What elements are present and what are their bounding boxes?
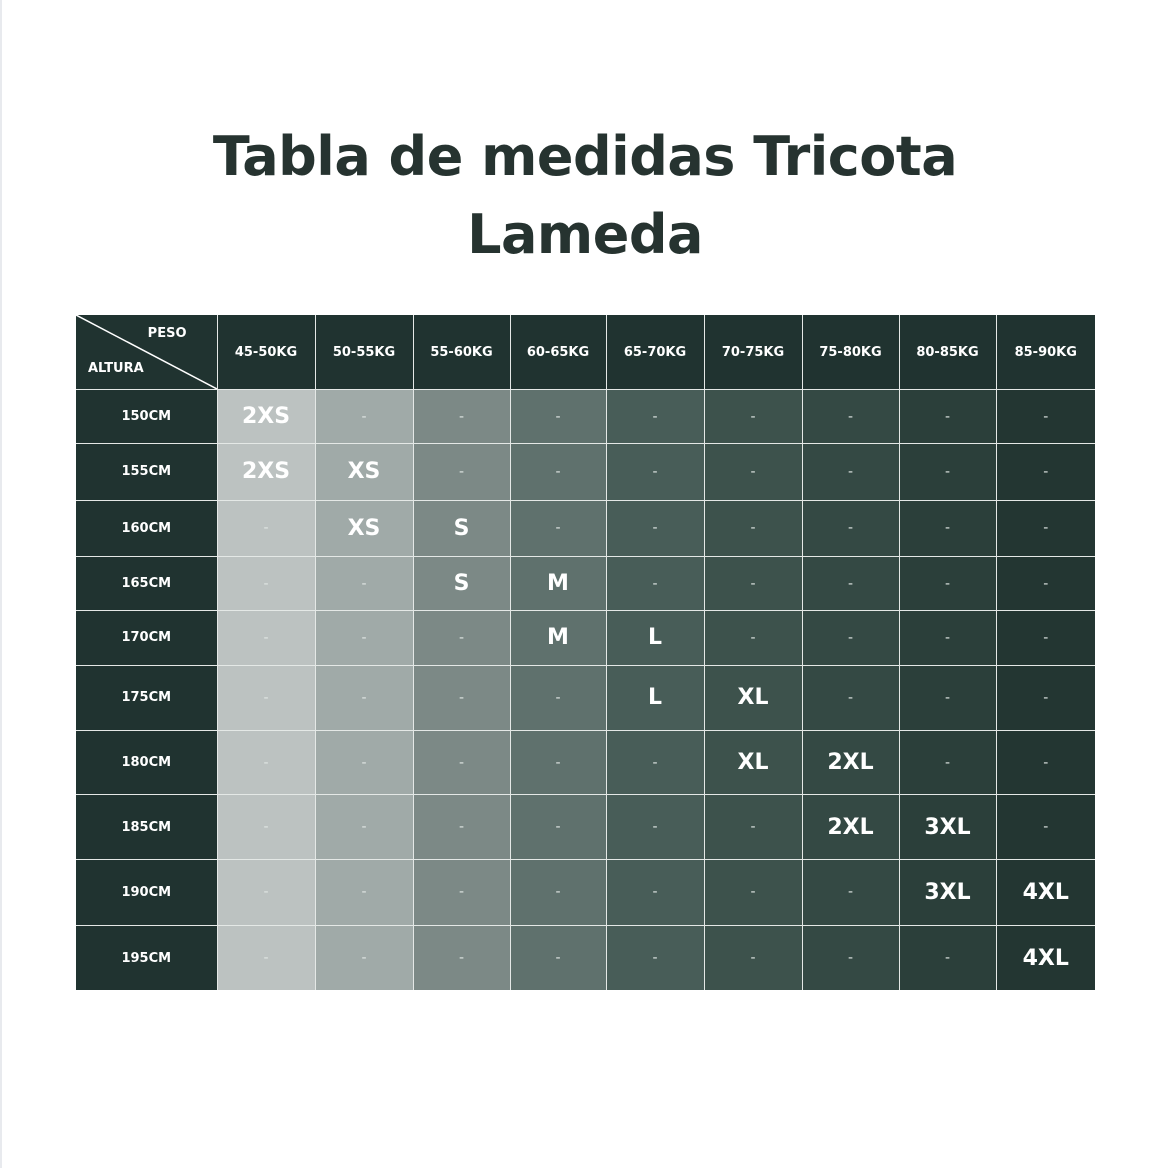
size-cell: 2XL	[802, 795, 899, 859]
weight-header: 45-50KG	[217, 315, 315, 390]
size-cell: S	[413, 500, 510, 556]
empty-cell: -	[996, 500, 1095, 556]
weight-header: 75-80KG	[802, 315, 899, 390]
empty-cell: -	[606, 500, 704, 556]
empty-cell: -	[802, 500, 899, 556]
weight-header: 50-55KG	[315, 315, 413, 390]
empty-cell: -	[606, 444, 704, 500]
height-header: 195CM	[76, 926, 217, 990]
empty-cell: -	[413, 390, 510, 444]
empty-cell: -	[315, 730, 413, 794]
empty-cell: -	[606, 795, 704, 859]
empty-cell: -	[606, 730, 704, 794]
empty-cell: -	[704, 500, 802, 556]
table-row	[76, 795, 1095, 859]
empty-cell: -	[315, 795, 413, 859]
height-axis-label: ALTURA	[88, 361, 144, 376]
size-cell: L	[606, 665, 704, 730]
empty-cell: -	[802, 444, 899, 500]
size-cell: 2XS	[217, 390, 315, 444]
empty-cell: -	[413, 665, 510, 730]
weight-header: 80-85KG	[899, 315, 996, 390]
empty-cell: -	[315, 859, 413, 925]
size-cell: 3XL	[899, 795, 996, 859]
empty-cell: -	[315, 390, 413, 444]
table-row	[76, 444, 1095, 500]
empty-cell: -	[802, 859, 899, 925]
empty-cell: -	[413, 859, 510, 925]
empty-cell: -	[510, 795, 606, 859]
weight-header: 55-60KG	[413, 315, 510, 390]
table-row	[76, 665, 1095, 730]
empty-cell: -	[510, 730, 606, 794]
height-header: 155CM	[76, 444, 217, 500]
empty-cell: -	[704, 444, 802, 500]
empty-cell: -	[217, 795, 315, 859]
empty-cell: -	[217, 611, 315, 665]
empty-cell: -	[606, 859, 704, 925]
height-header: 185CM	[76, 795, 217, 859]
empty-cell: -	[315, 926, 413, 990]
size-cell: S	[413, 556, 510, 610]
height-header: 175CM	[76, 665, 217, 730]
empty-cell: -	[996, 795, 1095, 859]
height-header: 170CM	[76, 611, 217, 665]
size-cell: 2XL	[802, 730, 899, 794]
page-title-line-1: Tabla de medidas Tricota	[212, 125, 958, 189]
empty-cell: -	[510, 665, 606, 730]
size-cell: XS	[315, 444, 413, 500]
table-row	[76, 926, 1095, 990]
empty-cell: -	[802, 665, 899, 730]
empty-cell: -	[413, 795, 510, 859]
empty-cell: -	[704, 556, 802, 610]
table-row	[76, 859, 1095, 925]
page-title	[0, 118, 1170, 274]
empty-cell: -	[899, 556, 996, 610]
empty-cell: -	[899, 926, 996, 990]
empty-cell: -	[510, 500, 606, 556]
size-cell: M	[510, 611, 606, 665]
empty-cell: -	[704, 611, 802, 665]
table-row	[76, 390, 1095, 444]
empty-cell: -	[413, 730, 510, 794]
table-row	[76, 556, 1095, 610]
empty-cell: -	[217, 500, 315, 556]
empty-cell: -	[217, 859, 315, 925]
table-row	[76, 500, 1095, 556]
size-cell: XL	[704, 665, 802, 730]
diagonal-divider	[76, 315, 217, 389]
empty-cell: -	[510, 859, 606, 925]
empty-cell: -	[217, 730, 315, 794]
size-cell: M	[510, 556, 606, 610]
empty-cell: -	[996, 556, 1095, 610]
height-header: 160CM	[76, 500, 217, 556]
height-header: 190CM	[76, 859, 217, 925]
empty-cell: -	[413, 926, 510, 990]
empty-cell: -	[996, 444, 1095, 500]
empty-cell: -	[899, 390, 996, 444]
empty-cell: -	[413, 444, 510, 500]
empty-cell: -	[899, 500, 996, 556]
empty-cell: -	[413, 611, 510, 665]
empty-cell: -	[315, 665, 413, 730]
empty-cell: -	[996, 390, 1095, 444]
empty-cell: -	[510, 926, 606, 990]
size-cell: 3XL	[899, 859, 996, 925]
empty-cell: -	[899, 665, 996, 730]
height-header: 165CM	[76, 556, 217, 610]
size-cell: 2XS	[217, 444, 315, 500]
empty-cell: -	[606, 390, 704, 444]
empty-cell: -	[510, 444, 606, 500]
empty-cell: -	[899, 611, 996, 665]
weight-header: 70-75KG	[704, 315, 802, 390]
table-body	[76, 390, 1095, 991]
empty-cell: -	[315, 556, 413, 610]
empty-cell: -	[606, 556, 704, 610]
table-row	[76, 730, 1095, 794]
weight-header: 85-90KG	[996, 315, 1095, 390]
height-header: 150CM	[76, 390, 217, 444]
size-cell: 4XL	[996, 859, 1095, 925]
empty-cell: -	[802, 556, 899, 610]
size-cell: XL	[704, 730, 802, 794]
corner-header	[76, 315, 217, 390]
empty-cell: -	[704, 795, 802, 859]
table-row	[76, 611, 1095, 665]
empty-cell: -	[217, 665, 315, 730]
empty-cell: -	[996, 665, 1095, 730]
empty-cell: -	[606, 926, 704, 990]
empty-cell: -	[996, 611, 1095, 665]
height-header: 180CM	[76, 730, 217, 794]
empty-cell: -	[510, 390, 606, 444]
empty-cell: -	[802, 926, 899, 990]
page-title-line-2: Lameda	[467, 203, 703, 267]
empty-cell: -	[899, 444, 996, 500]
empty-cell: -	[802, 390, 899, 444]
weight-header: 60-65KG	[510, 315, 606, 390]
size-chart-table	[76, 315, 1095, 990]
weight-header: 65-70KG	[606, 315, 704, 390]
empty-cell: -	[704, 390, 802, 444]
size-cell: 4XL	[996, 926, 1095, 990]
empty-cell: -	[996, 730, 1095, 794]
empty-cell: -	[899, 730, 996, 794]
header-row	[76, 315, 1095, 390]
size-cell: XS	[315, 500, 413, 556]
empty-cell: -	[704, 926, 802, 990]
empty-cell: -	[315, 611, 413, 665]
empty-cell: -	[217, 926, 315, 990]
weight-axis-label: PESO	[147, 326, 187, 341]
empty-cell: -	[704, 859, 802, 925]
empty-cell: -	[802, 611, 899, 665]
empty-cell: -	[217, 556, 315, 610]
size-cell: L	[606, 611, 704, 665]
